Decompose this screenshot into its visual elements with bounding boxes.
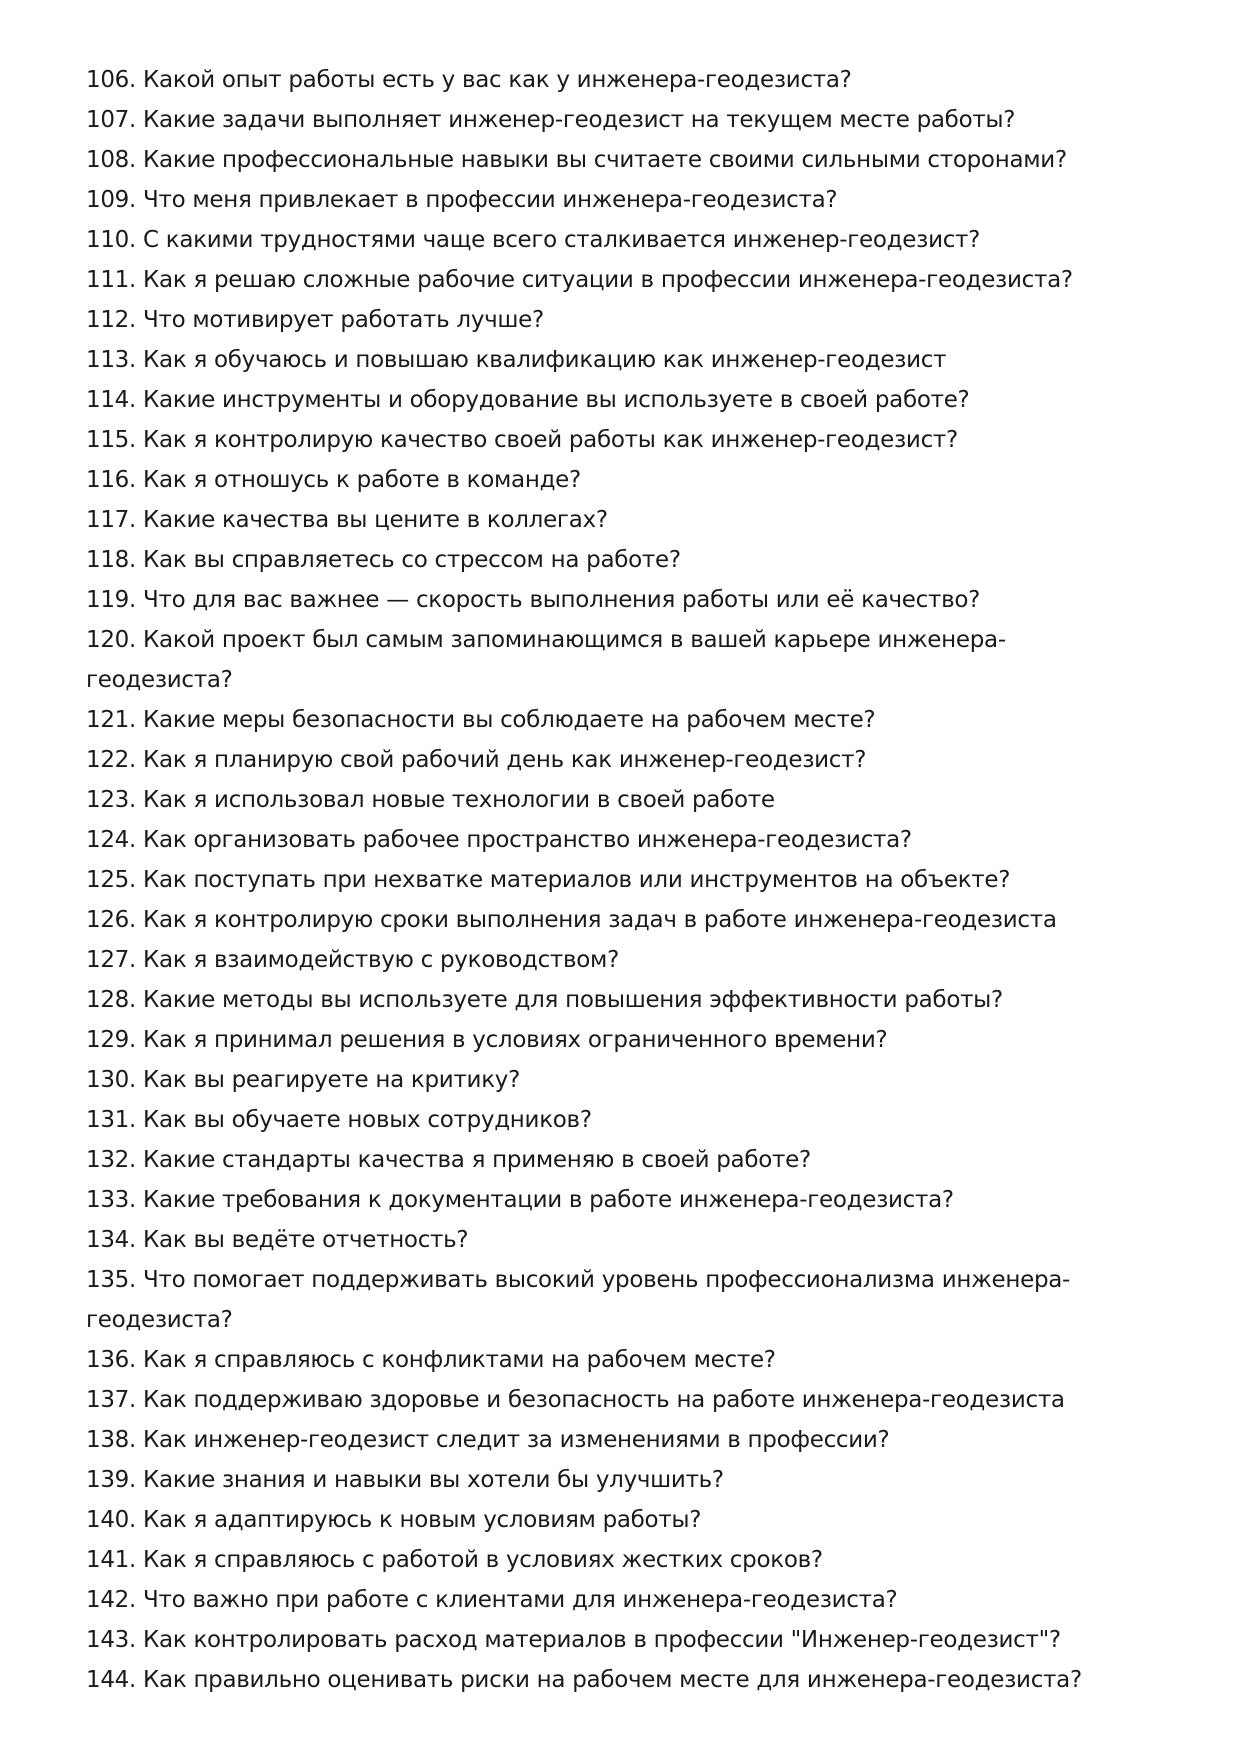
question-139: 139. Какие знания и навыки вы хотели бы улучшить? xyxy=(86,1467,724,1493)
question-138: 138. Как инженер-геодезист следит за изменениями в профессии? xyxy=(86,1427,890,1453)
question-120: 120. Какой проект был самым запоминающимся в вашей карьере инженера-геодезиста? xyxy=(86,627,1006,693)
question-136: 136. Как я справляюсь с конфликтами на рабочем месте? xyxy=(86,1347,776,1373)
question-119: 119. Что для вас важнее — скорость выполнения работы или её качество? xyxy=(86,587,981,613)
question-132: 132. Какие стандарты качества я применяю в своей работе? xyxy=(86,1147,811,1173)
question-144: 144. Как правильно оценивать риски на рабочем месте для инженера-геодезиста? xyxy=(86,1667,1082,1693)
document-page xyxy=(86,60,1096,1700)
question-113: 113. Как я обучаюсь и повышаю квалификацию как инженер-геодезист xyxy=(86,347,947,373)
question-124: 124. Как организовать рабочее пространство инженера-геодезиста? xyxy=(86,827,912,853)
question-122: 122. Как я планирую свой рабочий день как инженер-геодезист? xyxy=(86,747,867,773)
question-127: 127. Как я взаимодействую с руководством? xyxy=(86,947,620,973)
question-131: 131. Как вы обучаете новых сотрудников? xyxy=(86,1107,592,1133)
question-111: 111. Как я решаю сложные рабочие ситуации в профессии инженера-геодезиста? xyxy=(86,267,1073,293)
question-116: 116. Как я отношусь к работе в команде? xyxy=(86,467,581,493)
question-126: 126. Как я контролирую сроки выполнения задач в работе инженера-геодезиста xyxy=(86,907,1057,933)
question-143: 143. Как контролировать расход материалов в профессии "Инженер-геодезист"? xyxy=(86,1627,1061,1653)
question-110: 110. С какими трудностями чаще всего сталкивается инженер-геодезист? xyxy=(86,227,981,253)
question-129: 129. Как я принимал решения в условиях ограниченного времени? xyxy=(86,1027,888,1053)
question-117: 117. Какие качества вы цените в коллегах? xyxy=(86,507,608,533)
question-140: 140. Как я адаптируюсь к новым условиям работы? xyxy=(86,1507,702,1533)
question-137: 137. Как поддерживаю здоровье и безопасность на работе инженера-геодезиста xyxy=(86,1387,1065,1413)
question-125: 125. Как поступать при нехватке материалов или инструментов на объекте? xyxy=(86,867,1011,893)
question-109: 109. Что меня привлекает в профессии инженера-геодезиста? xyxy=(86,187,838,213)
question-135: 135. Что помогает поддерживать высокий уровень профессионализма инженера-геодезиста? xyxy=(86,1267,1071,1333)
question-list xyxy=(86,60,1096,1700)
question-142: 142. Что важно при работе с клиентами для инженера-геодезиста? xyxy=(86,1587,898,1613)
question-141: 141. Как я справляюсь с работой в условиях жестких сроков? xyxy=(86,1547,823,1573)
question-106: 106. Какой опыт работы есть у вас как у инженера-геодезиста? xyxy=(86,67,852,93)
question-107: 107. Какие задачи выполняет инженер-геодезист на текущем месте работы? xyxy=(86,107,1016,133)
question-130: 130. Как вы реагируете на критику? xyxy=(86,1067,521,1093)
question-123: 123. Как я использовал новые технологии в своей работе xyxy=(86,787,775,813)
question-121: 121. Какие меры безопасности вы соблюдаете на рабочем месте? xyxy=(86,707,876,733)
question-118: 118. Как вы справляетесь со стрессом на работе? xyxy=(86,547,681,573)
question-134: 134. Как вы ведёте отчетность? xyxy=(86,1227,469,1253)
question-114: 114. Какие инструменты и оборудование вы используете в своей работе? xyxy=(86,387,970,413)
question-115: 115. Как я контролирую качество своей работы как инженер-геодезист? xyxy=(86,427,958,453)
question-108: 108. Какие профессиональные навыки вы считаете своими сильными сторонами? xyxy=(86,147,1067,173)
question-112: 112. Что мотивирует работать лучше? xyxy=(86,307,544,333)
question-128: 128. Какие методы вы используете для повышения эффективности работы? xyxy=(86,987,1003,1013)
question-133: 133. Какие требования к документации в работе инженера-геодезиста? xyxy=(86,1187,954,1213)
